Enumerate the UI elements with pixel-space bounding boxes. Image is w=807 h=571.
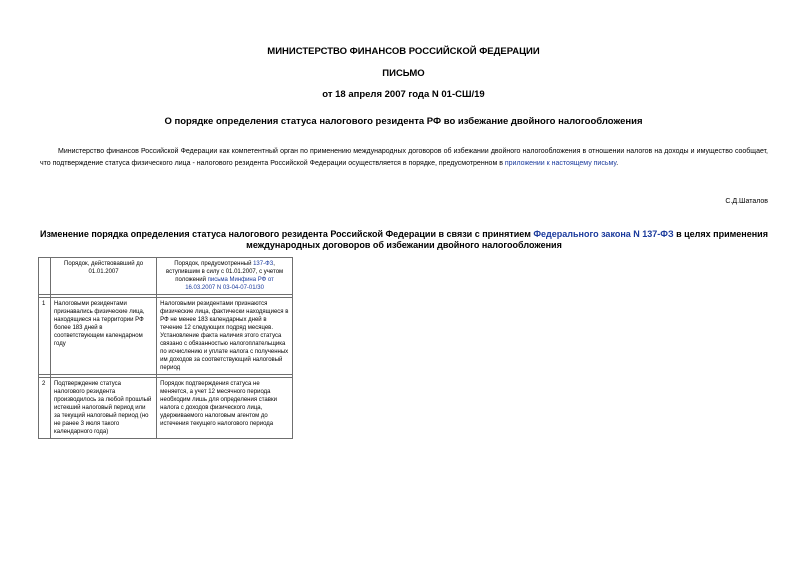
table-header-row xyxy=(39,258,293,295)
body-paragraph xyxy=(40,146,768,170)
federal-law-link[interactable]: Федерального закона N 137-ФЗ xyxy=(533,229,674,239)
row-before: Налоговыми резидентами признавались физические лица, находящиеся на территории РФ более 183 дней в соответствующем календарном году xyxy=(50,298,156,375)
appendix-title-end: в целях применения международных договоров об избежании двойного налогообложения xyxy=(246,229,768,250)
body-text-end: . xyxy=(616,160,619,167)
table-row xyxy=(39,298,293,375)
row-number: 1 xyxy=(39,298,51,375)
body-text-start: Министерство финансов Российской Федерации как компетентный орган по применению международных договоров об избежании двойного налогообложения в отношении налогов на доходы и имущество сообщает, что подтверждение статуса физического лица - налогового резидента Российской Федерации осуществляется в порядке, предусмотренном в xyxy=(40,148,768,167)
appendix-title-start: Изменение порядка определения статуса налогового резидента Российской Федерации в связи с принятием xyxy=(40,229,534,239)
row-before: Подтверждение статуса налогового резидента производилось за любой прошлый истекший налоговый период или за текущий налоговый период (но не ранее 3 июля такого календарного года) xyxy=(50,378,156,439)
appendix-link[interactable]: приложении к настоящему письму xyxy=(504,160,617,167)
document-type: ПИСЬМО xyxy=(382,68,425,79)
row-after: Налоговыми резидентами признаются физические лица, фактически находящиеся в РФ не менее 183 календарных дней в течение 12 следующих подряд месяцев. Установление факта наличия этого статуса связано с обязанностью налогоплательщика по исчислению и уплате налога с полученных им доходов за соответствующий налоговый период xyxy=(157,298,293,375)
signature: С.Д.Шаталов xyxy=(725,198,768,205)
row-after: Порядок подтверждения статуса не меняется, а учет 12 месячного периода необходим лишь для определения ставки налога с доходов физического лица, удерживаемого налоговым агентом до истечения текущего налогового периода xyxy=(157,378,293,439)
header-after-mid: , вступившим в силу с 01.01.2007, с учетом положений xyxy=(166,261,284,283)
appendix-title xyxy=(40,229,768,251)
header-after-start: Порядок, предусмотренный xyxy=(174,261,254,267)
law-137-link[interactable]: 137-ФЗ xyxy=(253,261,274,267)
row-number: 2 xyxy=(39,378,51,439)
document-subject: О порядке определения статуса налогового резидента РФ во избежание двойного налогообложения xyxy=(164,116,643,127)
table-header-before: Порядок, действовавший до 01.01.2007 xyxy=(50,258,156,295)
minfin-letter-link[interactable]: письма Минфина РФ от 16.03.2007 N 03-04-07-01/30 xyxy=(185,277,274,291)
table-header-after xyxy=(157,258,293,295)
table-header-num xyxy=(39,258,51,295)
comparison-table xyxy=(38,257,293,439)
ministry-heading: МИНИСТЕРСТВО ФИНАНСОВ РОССИЙСКОЙ ФЕДЕРАЦИИ xyxy=(267,46,540,57)
table-row xyxy=(39,378,293,439)
document-date-number: от 18 апреля 2007 года N 01-СШ/19 xyxy=(322,89,485,100)
